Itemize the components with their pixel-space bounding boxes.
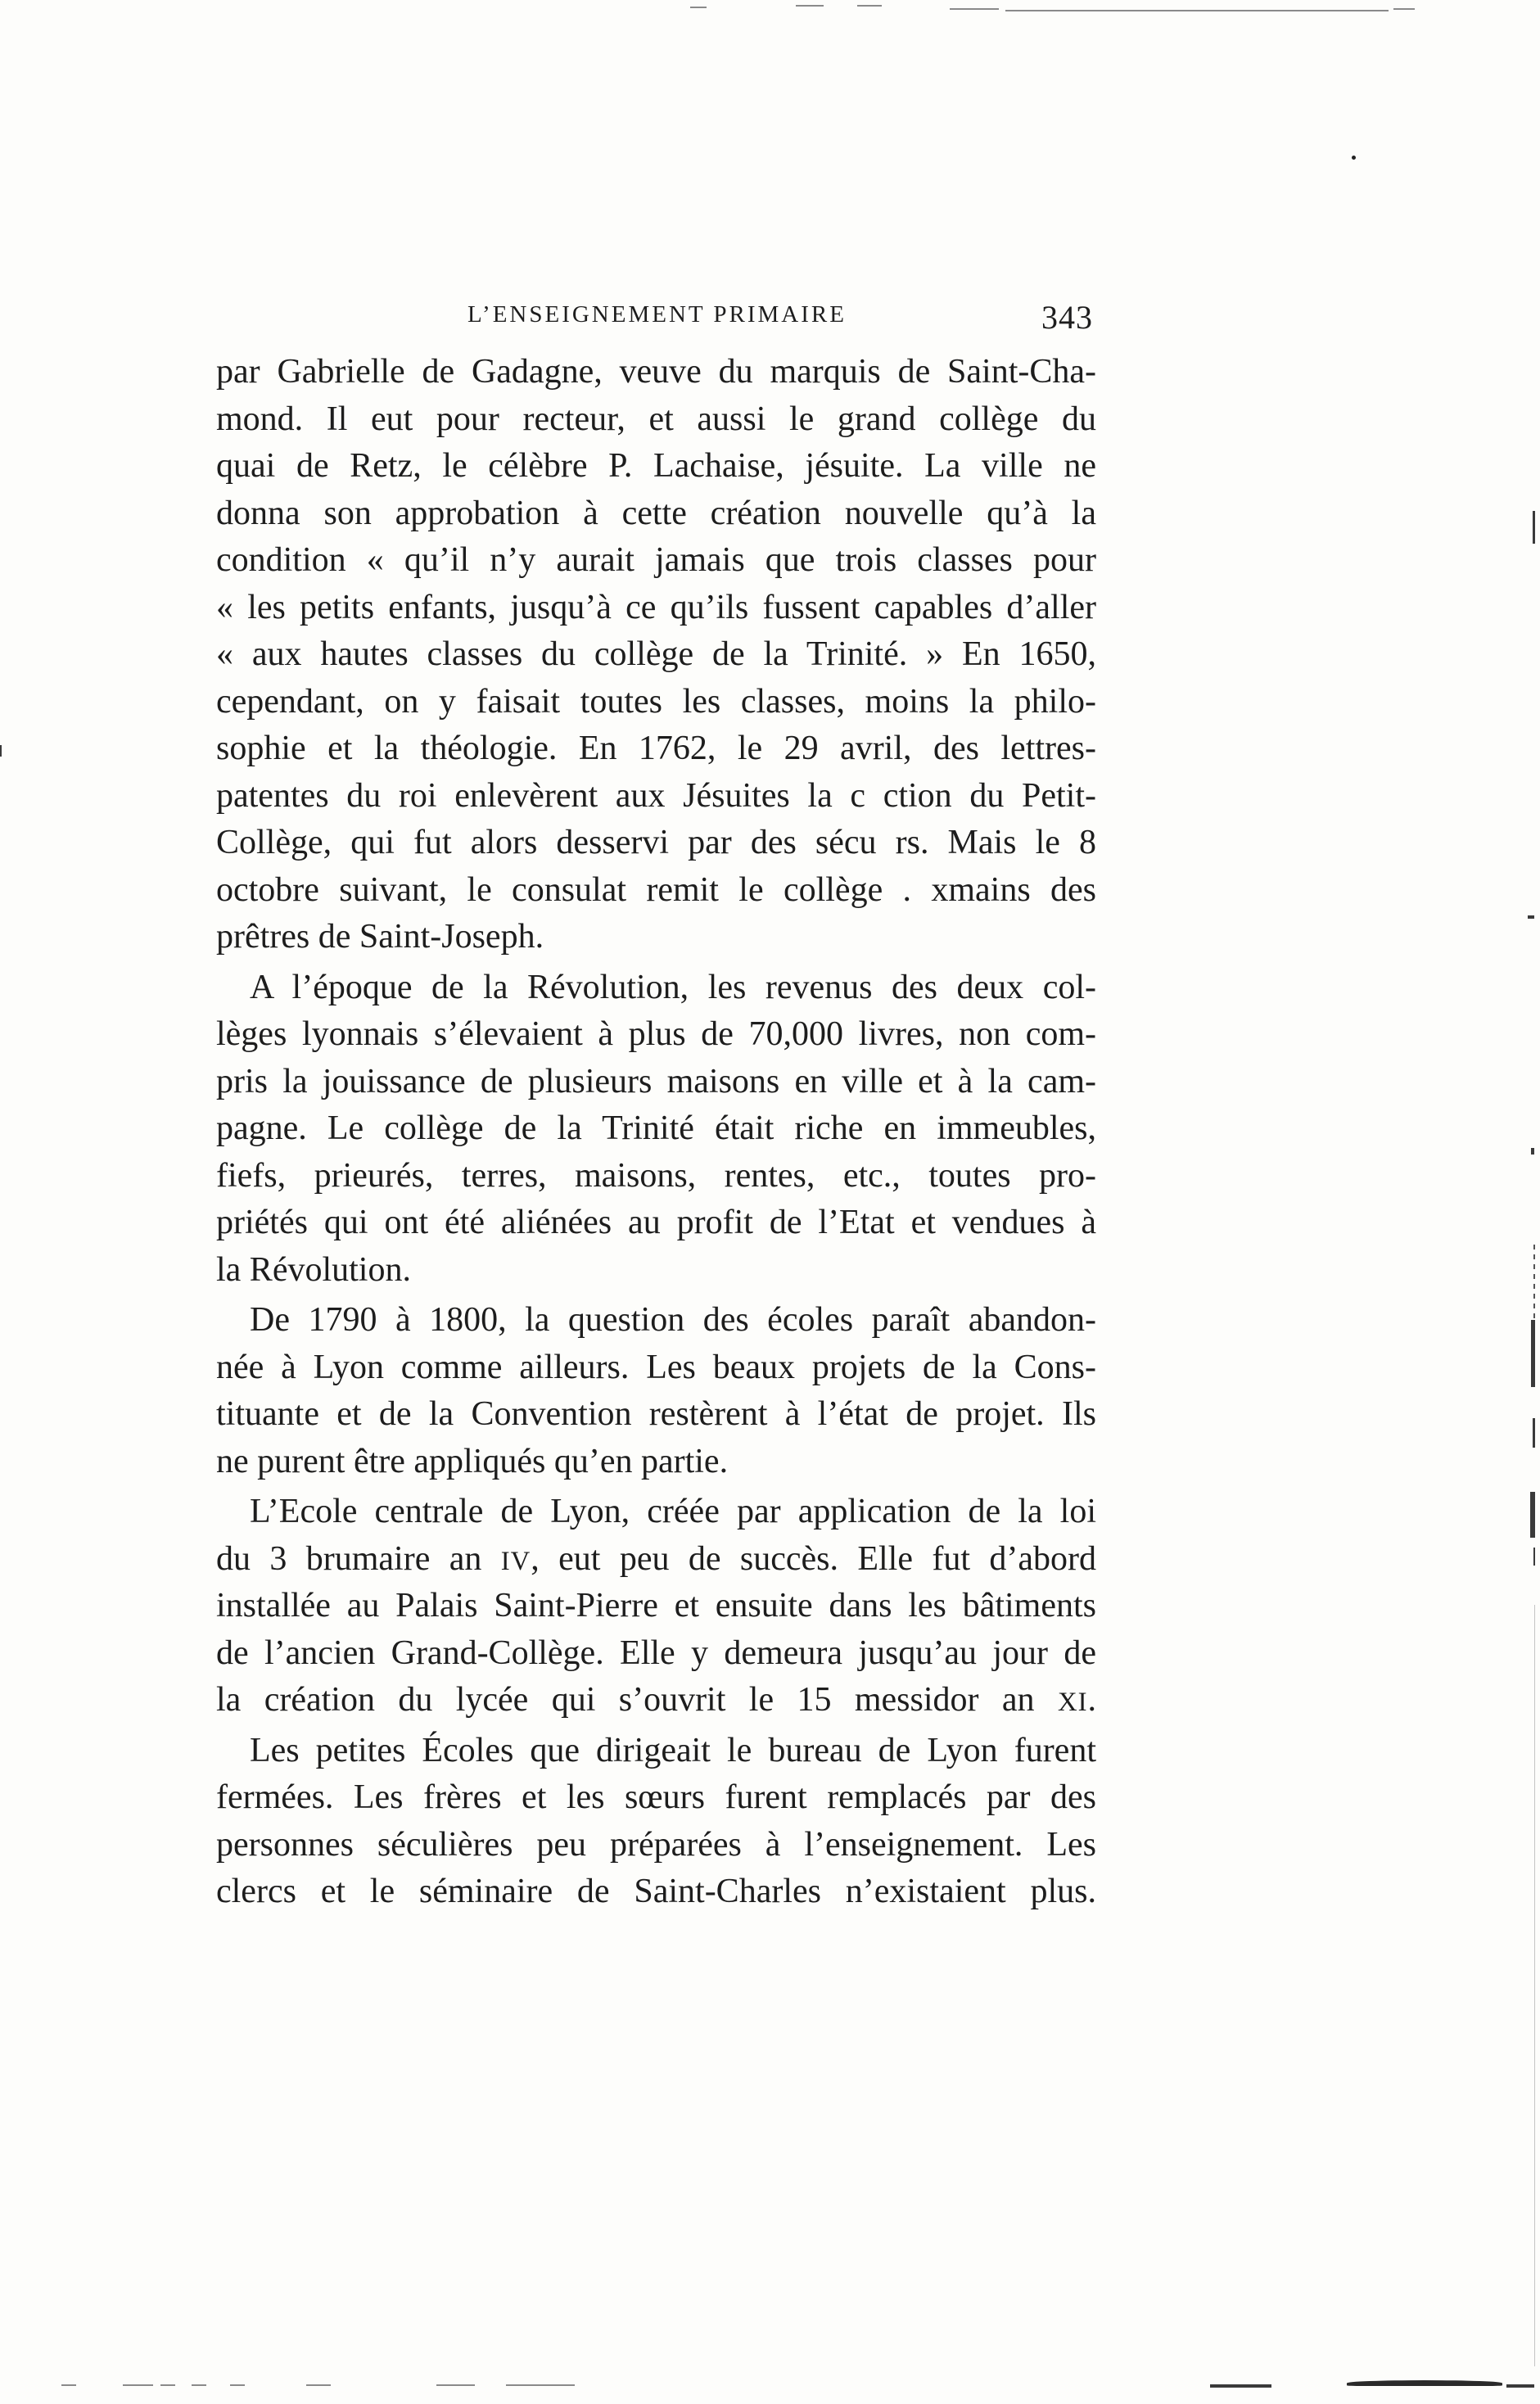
scan-mark <box>230 2384 245 2386</box>
text-line: installée au Palais Saint-Pierre et ensuite dans les bâtiments <box>216 1587 1096 1625</box>
text-line: clercs et le séminaire de Saint-Charles n’existaient plus. <box>216 1873 1096 1910</box>
text-segment: . <box>1087 1681 1096 1719</box>
text-line: personnes séculières peu préparées à l’enseignement. Les <box>216 1825 1096 1864</box>
text-line: mond. Il eut pour recteur, et aussi le grand collège du <box>216 400 1096 438</box>
text-line: octobre suivant, le consulat remit le collège . xmains des <box>216 870 1096 909</box>
scan-mark <box>1534 1605 1535 2366</box>
text-line: patentes du roi enlevèrent aux Jésuites la c ction du Petit- <box>216 776 1096 815</box>
small-caps-numeral: IV <box>500 1546 531 1576</box>
text-line: fiefs, prieurés, terres, maisons, rentes, etc., toutes pro- <box>216 1156 1096 1195</box>
text-segment: la création du lycée qui s’ouvrit le 15 messidor an <box>216 1681 1058 1719</box>
text-line: de l’ancien Grand-Collège. Elle y demeura jusqu’au jour de <box>216 1634 1096 1672</box>
text-line: née à Lyon comme ailleurs. Les beaux projets de la Cons- <box>216 1348 1096 1386</box>
text-segment: du 3 brumaire an <box>216 1539 501 1578</box>
scan-mark <box>796 5 824 7</box>
text-line <box>216 1677 1096 1724</box>
paragraph <box>216 1297 1096 1485</box>
scan-mark <box>160 2384 175 2386</box>
scan-mark <box>950 8 999 10</box>
page-number: 343 <box>1041 299 1093 336</box>
text-line <box>216 1536 1096 1584</box>
text-line: priétés qui ont été aliénées au profit de l’Etat et vendues à <box>216 1204 1096 1241</box>
scan-mark <box>1528 915 1534 919</box>
text-line: cependant, on y faisait toutes les classes, moins la philo- <box>216 682 1096 721</box>
text-line: lèges lyonnais s’élevaient à plus de 70,000 livres, non com- <box>216 1015 1096 1053</box>
paragraph <box>216 965 1096 1295</box>
scan-mark <box>1531 1148 1534 1155</box>
scan-mark <box>61 2384 76 2386</box>
paragraph <box>216 1728 1096 1916</box>
scan-mark <box>436 2384 475 2386</box>
scan-mark <box>1005 10 1389 11</box>
text-line: « les petits enfants, jusqu’à ce qu’ils fussent capables d’aller <box>216 588 1096 626</box>
scan-mark <box>1210 2384 1271 2388</box>
text-line: De 1790 à 1800, la question des écoles paraît abandon- <box>250 1301 1096 1339</box>
text-line: ne purent être appliqués qu’en partie. <box>216 1442 729 1480</box>
scan-mark <box>506 2384 575 2386</box>
text-line: tituante et de la Convention restèrent à l’état de projet. Ils <box>216 1395 1096 1433</box>
text-line: Collège, qui fut alors desservi par des sécu rs. Mais le 8 <box>216 824 1096 861</box>
text-line: « aux hautes classes du collège de la Trinité. » En 1650, <box>216 635 1096 673</box>
scan-mark <box>306 2384 331 2386</box>
running-head: L’ENSEIGNEMENT PRIMAIRE <box>467 301 847 328</box>
paragraph <box>216 349 1096 961</box>
scan-mark <box>1352 156 1356 160</box>
paragraph <box>216 1489 1096 1724</box>
scan-mark <box>1531 1320 1535 1387</box>
scan-mark <box>1533 1548 1535 1566</box>
body-text <box>216 349 1096 1916</box>
scan-mark <box>1533 1418 1535 1448</box>
text-line: A l’époque de la Révolution, les revenus des deux col- <box>250 968 1096 1006</box>
text-line: prêtres de Saint-Joseph. <box>216 918 544 956</box>
text-line: la Révolution. <box>216 1250 411 1289</box>
small-caps-numeral: XI <box>1057 1688 1088 1717</box>
scan-mark <box>192 2384 206 2386</box>
text-line: quai de Retz, le célèbre P. Lachaise, jésuite. La ville ne <box>216 447 1096 485</box>
scan-mark <box>1506 2384 1534 2388</box>
scan-mark <box>857 5 882 7</box>
scan-mark <box>1393 8 1415 10</box>
text-line: condition « qu’il n’y aurait jamais que trois classes pour <box>216 541 1096 579</box>
scan-mark <box>1530 1492 1535 1538</box>
text-line: pris la jouissance de plusieurs maisons en ville et à la cam- <box>216 1062 1096 1100</box>
scan-mark <box>123 2384 153 2386</box>
text-line: sophie et la théologie. En 1762, le 29 avril, des lettres- <box>216 730 1096 767</box>
text-line: pagne. Le collège de la Trinité était riche en immeubles, <box>216 1109 1096 1147</box>
scan-mark <box>0 745 2 757</box>
text-line: par Gabrielle de Gadagne, veuve du marquis de Saint-Cha- <box>216 353 1096 391</box>
scan-mark <box>1533 1245 1535 1318</box>
text-line: Les petites Écoles que dirigeait le bureau de Lyon furent <box>250 1731 1096 1769</box>
scan-mark <box>690 7 707 8</box>
text-line: fermées. Les frères et les sœurs furent remplacés par des <box>216 1778 1096 1816</box>
scan-mark <box>1347 2380 1502 2386</box>
text-segment: , eut peu de succès. Elle fut d’abord <box>531 1539 1096 1578</box>
text-line: donna son approbation à cette création nouvelle qu’à la <box>216 494 1096 532</box>
scan-mark <box>1533 511 1535 544</box>
text-line: L’Ecole centrale de Lyon, créée par application de la loi <box>250 1493 1096 1530</box>
